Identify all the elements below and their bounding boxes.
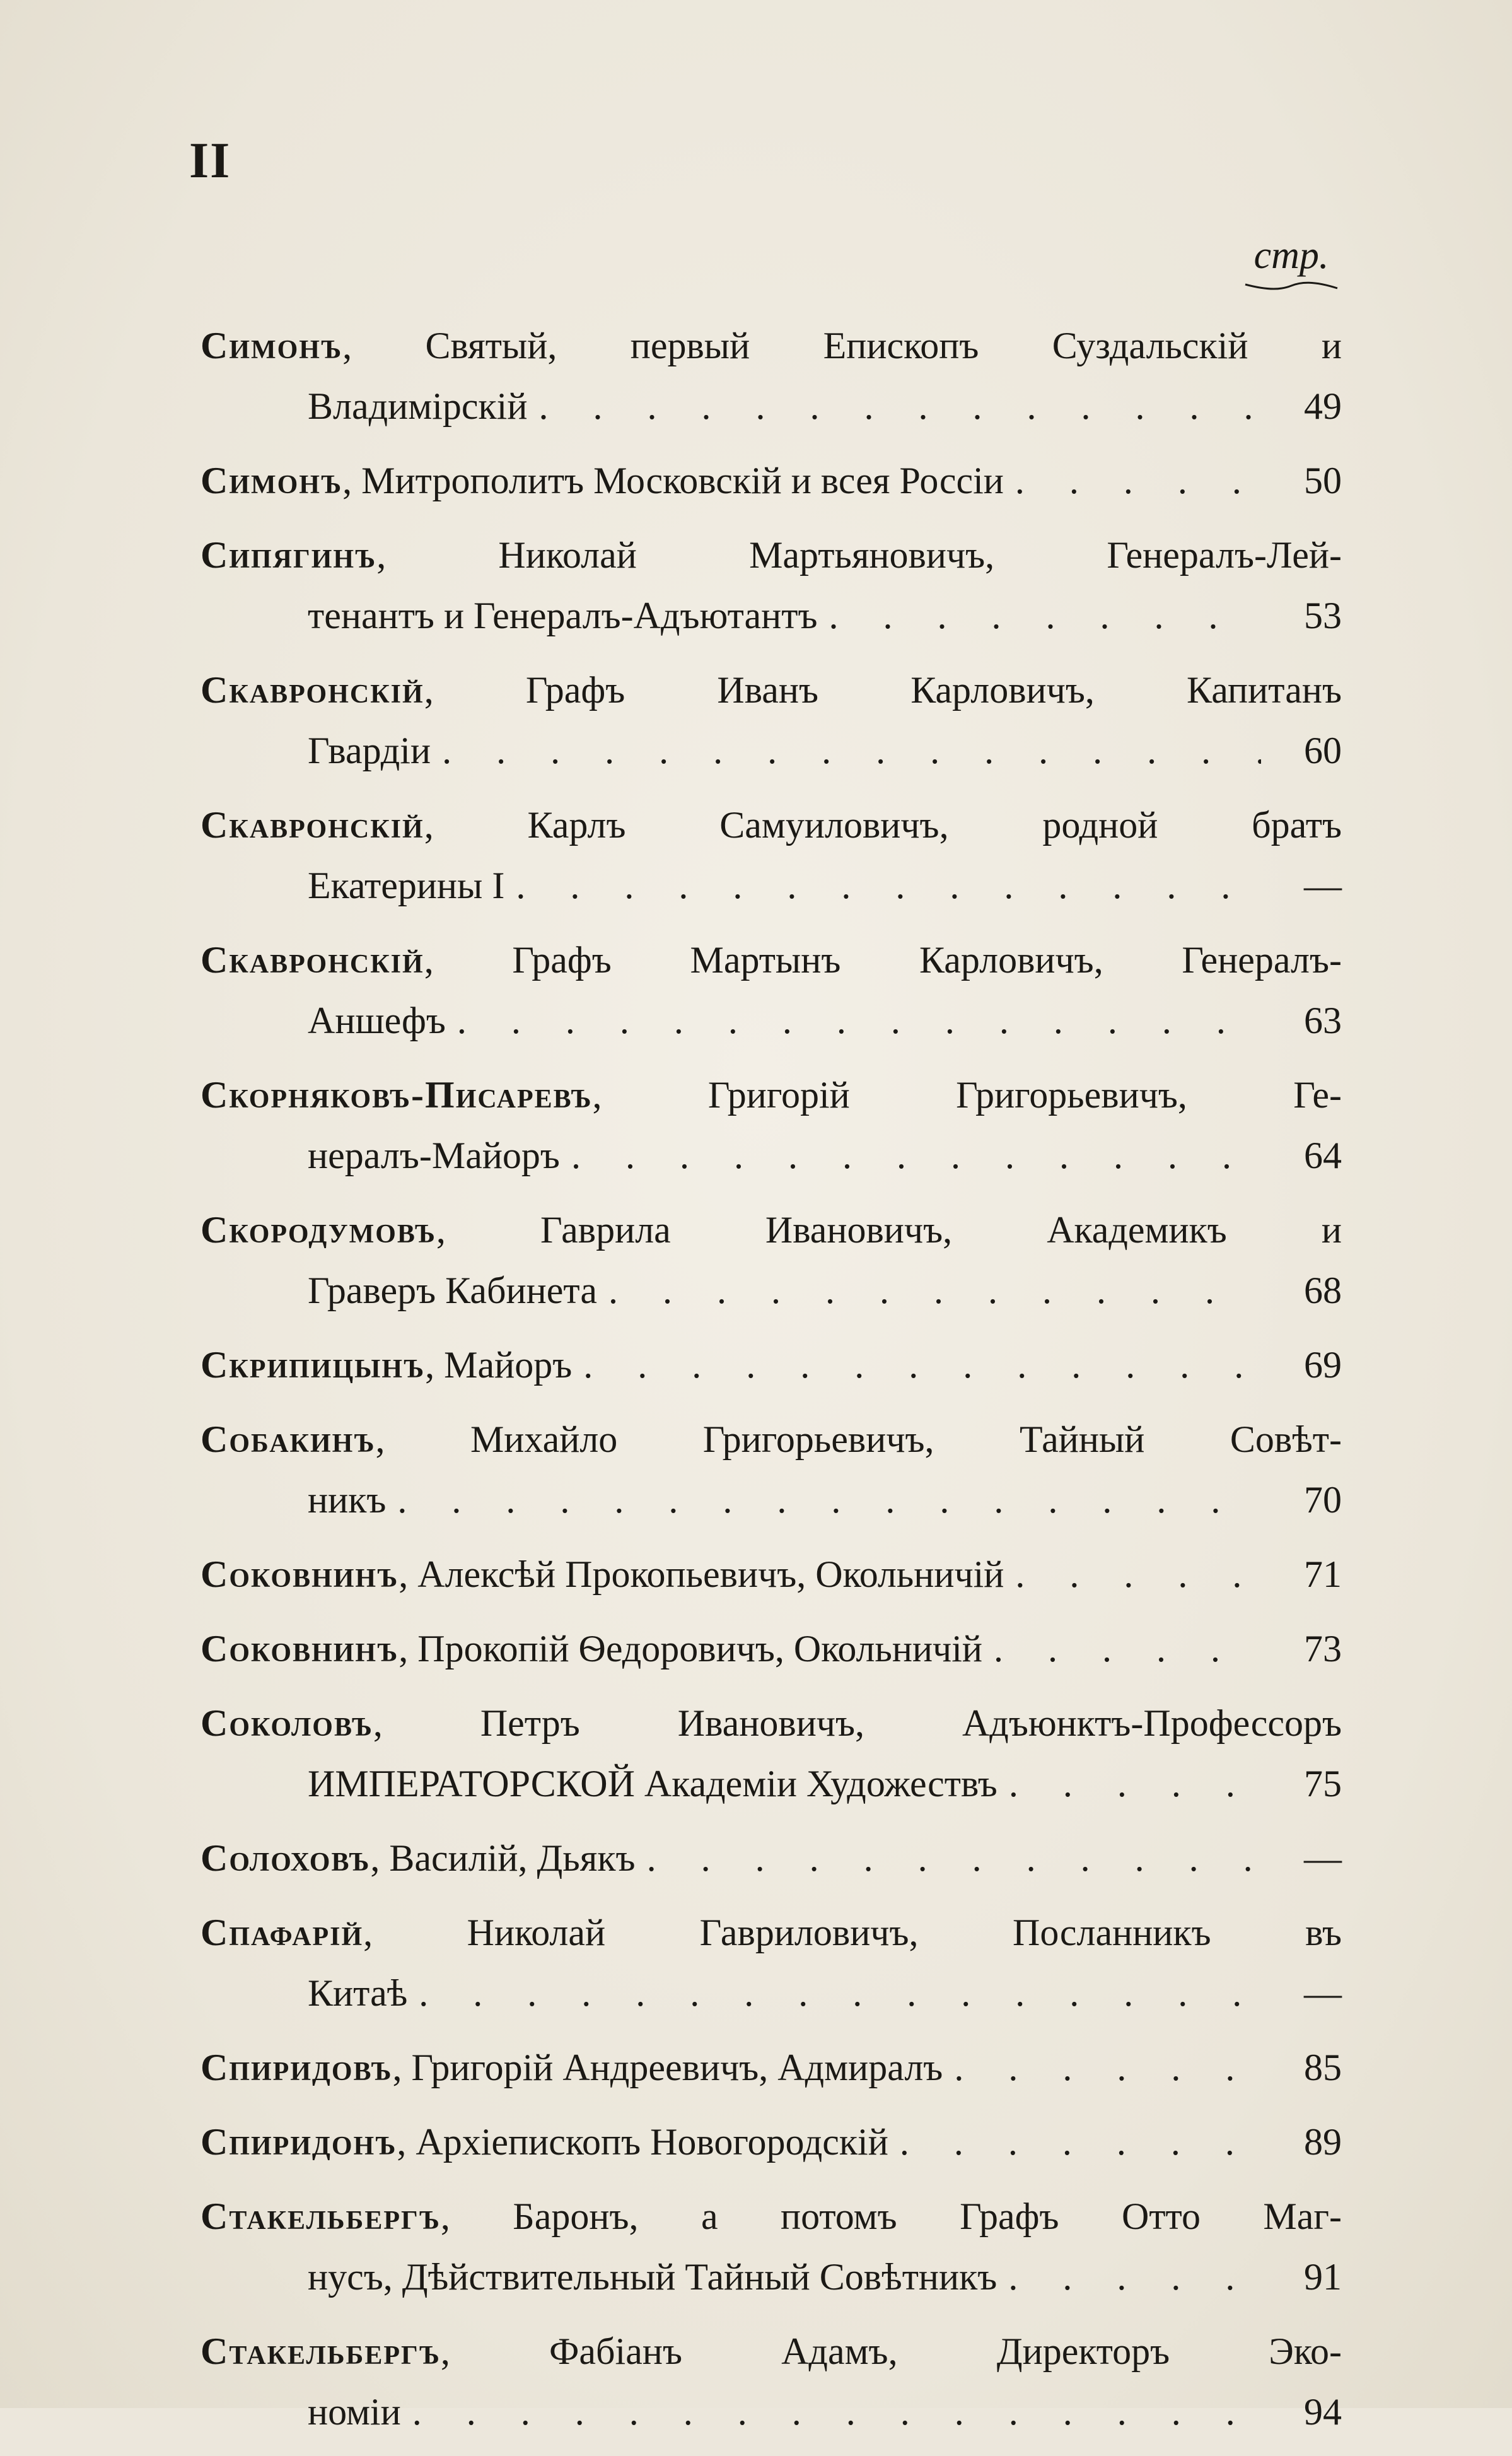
leader-dots bbox=[1015, 450, 1261, 511]
leader-dots bbox=[412, 2382, 1261, 2442]
entry-continuation: Китаѣ bbox=[308, 1972, 408, 2014]
index-entry bbox=[201, 1544, 1342, 1605]
entry-continuation: Гвардіи bbox=[308, 730, 431, 771]
entry-name: Спиридовъ bbox=[201, 2047, 393, 2088]
page-number: 71 bbox=[1304, 1553, 1342, 1595]
page-column-header bbox=[1244, 233, 1339, 291]
entry-name: Солоховъ bbox=[201, 1837, 371, 1879]
leader-dots bbox=[538, 376, 1261, 436]
leader-dots bbox=[608, 1260, 1261, 1321]
entry-line-first bbox=[201, 930, 1342, 990]
leader-dots bbox=[419, 1963, 1261, 2023]
index-entry bbox=[201, 1902, 1342, 2023]
page-number: 85 bbox=[1304, 2047, 1342, 2088]
index-entry bbox=[201, 1828, 1342, 1888]
entry-line-continuation bbox=[201, 1125, 1342, 1186]
index-entry bbox=[201, 795, 1342, 916]
page-number: 60 bbox=[1304, 730, 1342, 771]
entry-name: Стакельбергъ bbox=[201, 2330, 441, 2372]
index-entry bbox=[201, 1618, 1342, 1679]
entry-line-first bbox=[201, 795, 1342, 855]
index-entry bbox=[201, 2112, 1342, 2172]
entry-name: Соковнинъ bbox=[201, 1553, 399, 1595]
page-number: — bbox=[1304, 1972, 1342, 2014]
entry-description: , Митрополитъ Московскій и всея Россіи bbox=[342, 460, 1004, 501]
index-entry bbox=[201, 2186, 1342, 2307]
index-entry bbox=[201, 1200, 1342, 1321]
entry-description: , Майоръ bbox=[425, 1344, 573, 1386]
entry-name: Спиридонъ bbox=[201, 2121, 397, 2163]
index-entry bbox=[201, 1065, 1342, 1186]
entry-name: Скавронскій bbox=[201, 804, 424, 846]
entry-description: , Баронъ, а потомъ Графъ Отто Маг- bbox=[440, 2196, 1342, 2237]
entry-name: Стакельбергъ bbox=[201, 2196, 441, 2237]
index-entry bbox=[201, 1335, 1342, 1395]
page-number: 49 bbox=[1304, 385, 1342, 427]
entry-name: Соколовъ bbox=[201, 1702, 373, 1744]
page-number: 53 bbox=[1304, 595, 1342, 636]
entry-continuation: никъ bbox=[308, 1479, 387, 1521]
entry-continuation: нусъ, Дѣйствительный Тайный Совѣтникъ bbox=[308, 2256, 997, 2298]
index-entry bbox=[201, 930, 1342, 1051]
index-entry bbox=[201, 1693, 1342, 1814]
entry-continuation: Граверъ Кабинета bbox=[308, 1270, 597, 1311]
index-entry bbox=[201, 2037, 1342, 2098]
page-folio: II bbox=[189, 133, 231, 189]
entry-line-continuation bbox=[201, 376, 1342, 436]
entry-description: , Михайло Григорьевичъ, Тайный Совѣт- bbox=[375, 1418, 1342, 1460]
entry-description: , Графъ Мартынъ Карловичъ, Генералъ- bbox=[424, 939, 1342, 981]
entry-line-first bbox=[201, 525, 1342, 585]
entry-name: Спафарій bbox=[201, 1912, 364, 1953]
column-header-label: стр. bbox=[1253, 234, 1329, 277]
entry-name: Скрипицынъ bbox=[201, 1344, 426, 1386]
page-number: 64 bbox=[1304, 1135, 1342, 1176]
entry-line-continuation bbox=[201, 1963, 1342, 2023]
entry-description: , Карлъ Самуиловичъ, родной братъ bbox=[424, 804, 1342, 846]
entry-name: Скородумовъ bbox=[201, 1209, 436, 1251]
entry-continuation: номіи bbox=[308, 2391, 401, 2433]
entry-line-continuation bbox=[201, 855, 1342, 916]
entry-line-first bbox=[201, 2037, 1342, 2098]
entry-continuation: Владимірскій bbox=[308, 385, 528, 427]
leader-dots bbox=[571, 1125, 1261, 1186]
leader-dots bbox=[442, 720, 1261, 781]
entry-line-first bbox=[201, 2186, 1342, 2247]
index-entry bbox=[201, 2321, 1342, 2442]
page-number: — bbox=[1304, 865, 1342, 906]
leader-dots bbox=[1008, 2247, 1261, 2307]
entry-line-continuation bbox=[201, 720, 1342, 781]
entry-line-continuation bbox=[201, 2247, 1342, 2307]
entry-description: , Фабіанъ Адамъ, Директоръ Эко- bbox=[440, 2330, 1342, 2372]
leader-dots bbox=[647, 1828, 1261, 1888]
entry-name: Собакинъ bbox=[201, 1418, 376, 1460]
entry-description: , Графъ Иванъ Карловичъ, Капитанъ bbox=[424, 669, 1342, 711]
entry-line-continuation bbox=[201, 1260, 1342, 1321]
page-number: 75 bbox=[1304, 1763, 1342, 1804]
leader-dots bbox=[516, 855, 1261, 916]
leader-dots bbox=[1009, 1753, 1261, 1814]
entry-line-first bbox=[201, 450, 1342, 511]
entry-description: , Григорій Андреевичъ, Адмиралъ bbox=[392, 2047, 943, 2088]
entry-line-continuation bbox=[201, 1470, 1342, 1530]
page-number: 63 bbox=[1304, 1000, 1342, 1041]
leader-dots bbox=[397, 1470, 1261, 1530]
entry-description: , Архіепископъ Новогородскій bbox=[397, 2121, 888, 2163]
entry-name: Симонъ bbox=[201, 460, 343, 501]
leader-dots bbox=[900, 2112, 1261, 2172]
entry-name: Скавронскій bbox=[201, 939, 424, 981]
page-number: 89 bbox=[1304, 2121, 1342, 2163]
index-entry bbox=[201, 660, 1342, 781]
entry-line-first bbox=[201, 2112, 1342, 2172]
entry-line-first bbox=[201, 1693, 1342, 1753]
entry-name: Скорняковъ-Писаревъ bbox=[201, 1074, 593, 1116]
index-entry bbox=[201, 315, 1342, 436]
entry-line-first bbox=[201, 315, 1342, 376]
entry-line-continuation bbox=[201, 2382, 1342, 2442]
entry-line-continuation bbox=[201, 585, 1342, 646]
entry-line-first bbox=[201, 1409, 1342, 1470]
entry-line-continuation bbox=[201, 990, 1342, 1051]
entry-description: , Николай Мартьяновичъ, Генералъ-Лей- bbox=[376, 534, 1342, 576]
entry-line-first bbox=[201, 1618, 1342, 1679]
entry-line-first bbox=[201, 1902, 1342, 1963]
entry-line-first bbox=[201, 1544, 1342, 1605]
entry-description: , Святый, первый Епископъ Суздальскій и bbox=[342, 325, 1342, 366]
entry-description: , Василій, Дьякъ bbox=[370, 1837, 636, 1879]
entry-description: , Петръ Ивановичъ, Адъюнктъ-Профессоръ bbox=[373, 1702, 1342, 1744]
page-number: 94 bbox=[1304, 2391, 1342, 2433]
leader-dots bbox=[1015, 1544, 1261, 1605]
index-entry bbox=[201, 450, 1342, 511]
entry-description: , Гаврила Ивановичъ, Академикъ и bbox=[436, 1209, 1342, 1251]
entry-description: , Прокопій Ѳедоровичъ, Окольничій bbox=[398, 1628, 983, 1669]
page-number: 69 bbox=[1304, 1344, 1342, 1386]
entry-continuation: нералъ-Майоръ bbox=[308, 1135, 560, 1176]
leader-dots bbox=[583, 1335, 1261, 1395]
index-entries bbox=[201, 315, 1342, 2456]
entry-line-first bbox=[201, 1335, 1342, 1395]
entry-description: , Николай Гавриловичъ, Посланникъ въ bbox=[363, 1912, 1342, 1953]
entry-description: , Григорій Григорьевичъ, Ге- bbox=[592, 1074, 1342, 1116]
entry-line-first bbox=[201, 1200, 1342, 1260]
page-number: 70 bbox=[1304, 1479, 1342, 1521]
entry-continuation: ИМПЕРАТОРСКОЙ Академіи Художествъ bbox=[308, 1763, 997, 1804]
leader-dots bbox=[457, 990, 1261, 1051]
entry-line-first bbox=[201, 660, 1342, 720]
page-number: 91 bbox=[1304, 2256, 1342, 2298]
entry-line-first bbox=[201, 1065, 1342, 1125]
index-entry bbox=[201, 1409, 1342, 1530]
page-number: 73 bbox=[1304, 1628, 1342, 1669]
page-number: — bbox=[1304, 1837, 1342, 1879]
entry-line-first bbox=[201, 1828, 1342, 1888]
entry-name: Симонъ bbox=[201, 325, 343, 366]
page-number: 68 bbox=[1304, 1270, 1342, 1311]
leader-dots bbox=[954, 2037, 1261, 2098]
entry-continuation: тенантъ и Генералъ-Адъютантъ bbox=[308, 595, 818, 636]
index-entry bbox=[201, 525, 1342, 646]
entry-description: , Алексѣй Прокопьевичъ, Окольничій bbox=[398, 1553, 1004, 1595]
entry-line-first bbox=[201, 2321, 1342, 2382]
swash-rule-icon bbox=[1244, 281, 1339, 291]
entry-line-continuation bbox=[201, 1753, 1342, 1814]
entry-name: Соковнинъ bbox=[201, 1628, 399, 1669]
entry-name: Скавронскій bbox=[201, 669, 424, 711]
entry-continuation: Екатерины I bbox=[308, 865, 505, 906]
entry-name: Сипягинъ bbox=[201, 534, 377, 576]
entry-continuation: Аншефъ bbox=[308, 1000, 446, 1041]
page-number: 50 bbox=[1304, 460, 1342, 501]
leader-dots bbox=[829, 585, 1261, 646]
leader-dots bbox=[994, 1618, 1261, 1679]
